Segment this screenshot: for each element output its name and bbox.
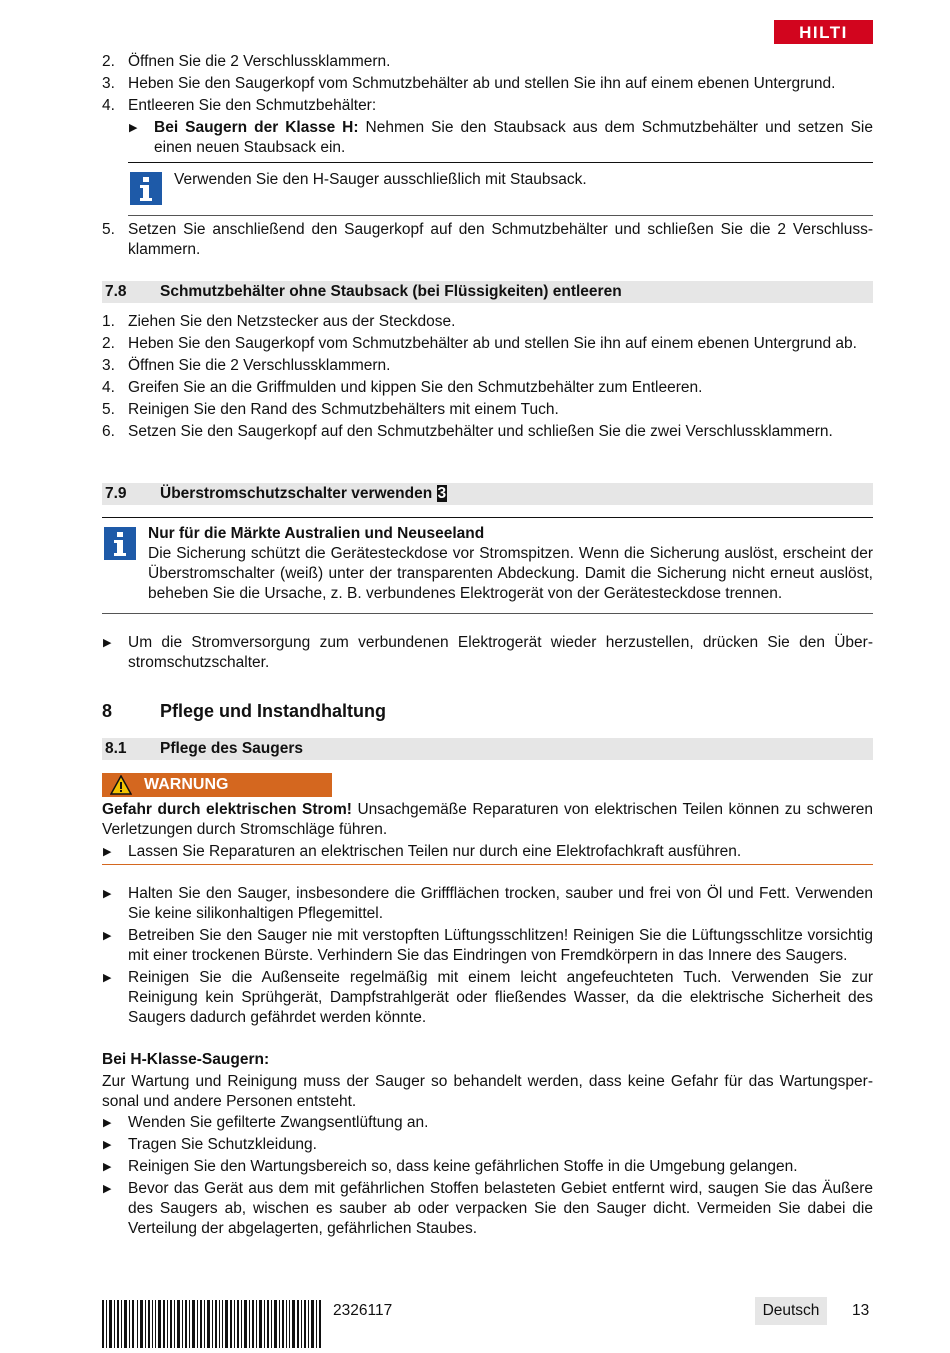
note-text: Die Sicherung schützt die Gerätesteckdose vor Stromspitzen. Wenn die Sicherung auslöst, erscheint der Überstromschalter (weiß) unter der transparenten Abdeckung. Damit die Sicherung nicht erneut auslöst, beheben Sie die Ursache, z. B. verbundenes Elektrogerät von der Gerätesteckdose trennen. [148,545,873,602]
note-text: Verwenden Sie den H-Sauger ausschließlich mit Staubsack. [174,171,587,188]
list-item: 5. Setzen Sie anschließend den Saugerkopf auf den Schmutzbehälter und schließen Sie die 2 Verschlussklammern. [102,221,873,258]
list-item: ▶ Tragen Sie Schutzkleidung. [103,1136,317,1153]
bullet-icon: ▶ [103,637,112,649]
article-number: 2326117 [333,1302,393,1319]
steps-list-a [102,52,873,116]
care-bullet-list [102,884,873,1028]
h-class-bullet-list [102,1113,873,1239]
bullet-icon: ▶ [103,1139,112,1151]
list-item: ▶ Wenden Sie gefilterte Zwangsentlüftung an. [103,1114,429,1131]
bullet-icon: ▶ [103,1117,112,1129]
warning-bullet: ▶ Lassen Sie Reparaturen an elektrischen Teilen nur durch eine Elektrofachkraft ausführen. [102,842,873,865]
list-item: ▶ Bevor das Gerät aus dem mit gefährlichen Stoffen belasteten Gebiet entfernt wird, saugen Sie das Äußere des Saugers ab, wischen es sauber ab oder verpacken Sie den Sauger dicht. Vermeiden Sie dabei die Verteilung der abgelagerten, gefährlichen Staubes. [103,1180,873,1237]
section-heading-8-1: 8.1 Pflege des Saugers [102,738,873,760]
list-item: ▶ Reinigen Sie die Außenseite regelmäßig mit einem leicht angefeuchteten Tuch. Verwenden Sie zur Reinigung kein Sprühgerät, Dampfstrahlgerät oder fließendes Wasser, da die elektrische Sicherheit des Saugers dadurch gefährdet werden könnte. [103,969,873,1026]
list-item: 6. Setzen Sie den Saugerkopf auf den Schmutzbehälter und schließen Sie die zwei Verschlussklammern. [102,423,833,440]
list-item: 3. Öffnen Sie die 2 Verschlussklammern. [102,357,391,374]
info-icon [130,172,162,205]
steps-list-b [102,312,873,442]
list-item: ▶ Reinigen Sie den Wartungsbereich so, dass keine gefährlichen Stoffe in die Umgebung gelangen. [103,1158,798,1175]
list-item: ▶ Um die Stromversorgung zum verbundenen Elektrogerät wieder herzustellen, drücken Sie den Überstromschutzschalter. [103,634,873,671]
chapter-heading-8: 8 Pflege und Instandhaltung [102,701,386,721]
h-class-heading: Bei H-Klasse-Saugern: [102,1051,270,1068]
sub-bullet: ▶ Bei Saugern der Klasse H: Nehmen Sie den Staubsack aus dem Schmutzbehälter und setzen Sie einen neuen Staubsack ein. [129,119,873,156]
bullet-icon: ▶ [129,122,138,134]
figure-ref-badge: 3 [437,485,447,502]
list-item: 5. Reinigen Sie den Rand des Schmutzbehälters mit einem Tuch. [102,401,559,418]
list-item: 1. Ziehen Sie den Netzstecker aus der Steckdose. [102,313,456,330]
bullet-icon: ▶ [103,930,112,942]
section-heading-7-9: 7.9 Überstromschutzschalter verwenden 3 [102,483,873,505]
info-note-markets [102,517,873,614]
info-note [128,162,873,216]
page-number: 13 [852,1302,870,1319]
note-title: Nur für die Märkte Australien und Neuseeland [148,525,485,542]
hilti-logo [774,20,873,44]
bullet-icon: ▶ [103,972,112,984]
list-item: 3. Heben Sie den Saugerkopf vom Schmutzbehälter ab und stellen Sie ihn auf einem ebenen Untergrund. [102,75,836,92]
bullet-icon: ▶ [103,1161,112,1173]
warning-text: Gefahr durch elektrischen Strom! Unsachgemäße Reparaturen von elektrischen Teilen können zu schweren Verletzungen durch Stromschläge führen. [102,801,874,838]
warning-banner: WARNUNG [102,773,332,797]
list-item: 4. Greifen Sie an die Griffmulden und kippen Sie den Schmutzbehälter zum Entleeren. [102,379,703,396]
list-item: ▶ Halten Sie den Sauger, insbesondere die Griffflächen trocken, sauber und frei von Öl und Fett. Verwenden Sie keine silikonhaltigen Pflegemittel. [103,885,873,922]
bullet-icon: ▶ [103,1183,112,1195]
info-icon [104,527,136,560]
bullet-icon: ▶ [103,846,112,858]
list-item: ▶ Betreiben Sie den Sauger nie mit verstopften Lüftungsschlitzen! Reinigen Sie die Lüftungsschlitze vorsichtig mit einer trockenen Bürste. Verhindern Sie das Eindringen von Fremdkörpern in das Innere des Saugers. [103,927,873,964]
logo-text: HILTI [799,23,848,42]
steps-list-a2 [102,220,873,260]
barcode [102,1300,321,1348]
h-class-intro: Zur Wartung und Reinigung muss der Sauger so behandelt werden, dass keine Gefahr für das Wartungspersonal und andere Personen entsteht. [102,1073,873,1110]
section-heading-7-8: 7.8 Schmutzbehälter ohne Staubsack (bei Flüssigkeiten) entleeren [102,281,873,303]
language-label: Deutsch [755,1297,827,1325]
bullet-list-7-9 [102,633,873,673]
list-item: 2. Heben Sie den Saugerkopf vom Schmutzbehälter ab und stellen Sie ihn auf einem ebenen Untergrund ab. [102,335,857,352]
list-item: 4. Entleeren Sie den Schmutzbehälter: [102,97,377,114]
warning-icon [110,775,132,795]
list-item: 2. Öffnen Sie die 2 Verschlussklammern. [102,53,391,70]
bullet-icon: ▶ [103,888,112,900]
